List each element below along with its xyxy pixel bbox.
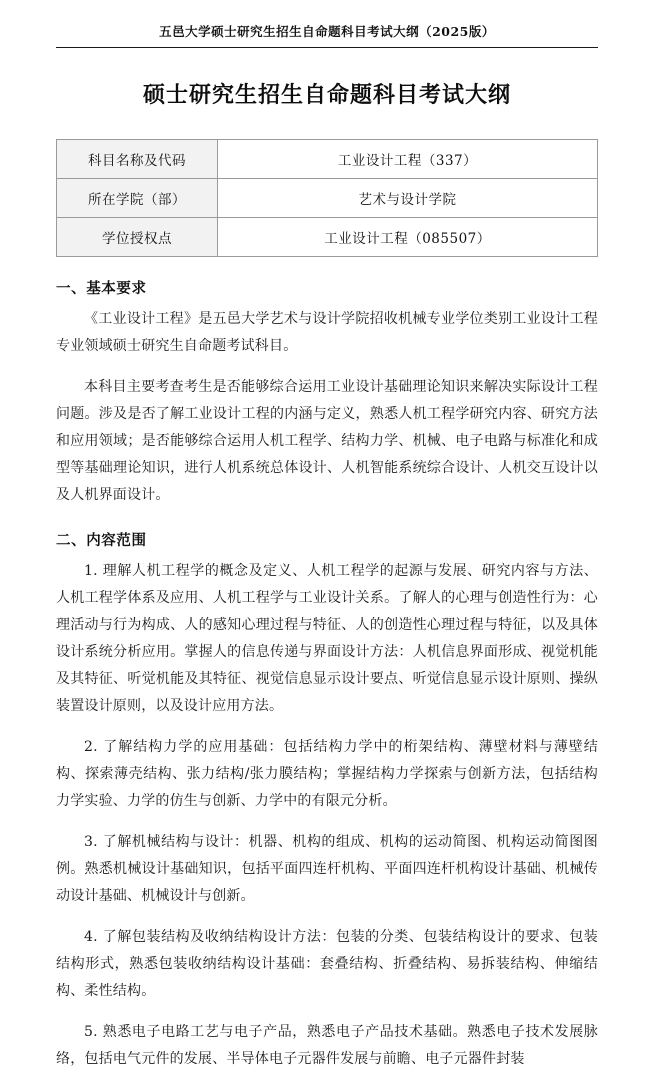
paragraph: 《工业设计工程》是五邑大学艺术与设计学院招收机械专业学位类别工业设计工程专业领域硕士研究生自命题考试科目。 — [56, 311, 598, 354]
section-heading-basic-requirements: 一、基本要求 — [56, 280, 147, 297]
page-header — [56, 0, 598, 48]
section-heading-content-scope: 二、内容范围 — [56, 532, 147, 549]
header-divider — [56, 47, 598, 48]
info-value-subject: 工业设计工程（337） — [218, 140, 598, 179]
paragraph: 5. 熟悉电子电路工艺与电子产品，熟悉电子产品技术基础。熟悉电子技术发展脉络，包括电气元件的发展、半导体电子元器件发展与前瞻、电子元器件封装 — [56, 1024, 598, 1067]
info-label-college: 所在学院（部） — [57, 179, 218, 218]
section-basic-requirements — [56, 277, 598, 509]
paragraph: 4. 了解包装结构及收纳结构设计方法：包装的分类、包装结构设计的要求、包装结构形式，熟悉包装收纳结构设计基础：套叠结构、折叠结构、易拆装结构、伸缩结构、柔性结构。 — [56, 929, 598, 999]
info-label-subject: 科目名称及代码 — [57, 140, 218, 179]
subject-info-table — [56, 139, 598, 257]
paragraph: 本科目主要考查考生是否能够综合运用工业设计基础理论知识来解决实际设计工程问题。涉及是否了解工业设计工程的内涵与定义，熟悉人机工程学研究内容、研究方法和应用领域；是否能够综合运用人机工程学、结构力学、机械、电子电路与标准化和成型等基础理论知识，进行人机系统总体设计、人机智能系统综合设计、人机交互设计以及人机界面设计。 — [56, 379, 598, 503]
paragraph: 1. 理解人机工程学的概念及定义、人机工程学的起源与发展、研究内容与方法、人机工程学体系及应用、人机工程学与工业设计关系。了解人的心理与创造性行为：心理活动与行为构成、人的感知心理过程与特征、人的创造性心理过程与特征，以及具体设计系统分析应用。掌握人的信息传递与界面设计方法：人机信息界面形成、视觉机能及其特征、听觉机能及其特征、视觉信息显示设计要点、听觉信息显示设计原则、操纵装置设计原则，以及设计应用方法。 — [56, 563, 598, 714]
paragraph: 3. 了解机械结构与设计：机器、机构的组成、机构的运动简图、机构运动简图图例。熟悉机械设计基础知识，包括平面四连杆机构、平面四连杆机构设计基础、机械传动设计基础、机械设计与创新。 — [56, 834, 598, 904]
info-label-degree-point: 学位授权点 — [57, 218, 218, 257]
info-value-college: 艺术与设计学院 — [218, 179, 598, 218]
paragraph: 2. 了解结构力学的应用基础：包括结构力学中的桁架结构、薄壁材料与薄壁结构、探索薄壳结构、张力结构/张力膜结构；掌握结构力学探索与创新方法，包括结构力学实验、力学的仿生与创新、力学中的有限元分析。 — [56, 739, 598, 809]
table-row — [57, 140, 598, 179]
running-title: 五邑大学硕士研究生招生自命题科目考试大纲（2025版） — [159, 24, 495, 39]
info-value-degree-point: 工业设计工程（085507） — [218, 218, 598, 257]
table-row — [57, 179, 598, 218]
page-title: 硕士研究生招生自命题科目考试大纲 — [142, 82, 511, 108]
table-row — [57, 218, 598, 257]
section-content-scope — [56, 529, 598, 1073]
